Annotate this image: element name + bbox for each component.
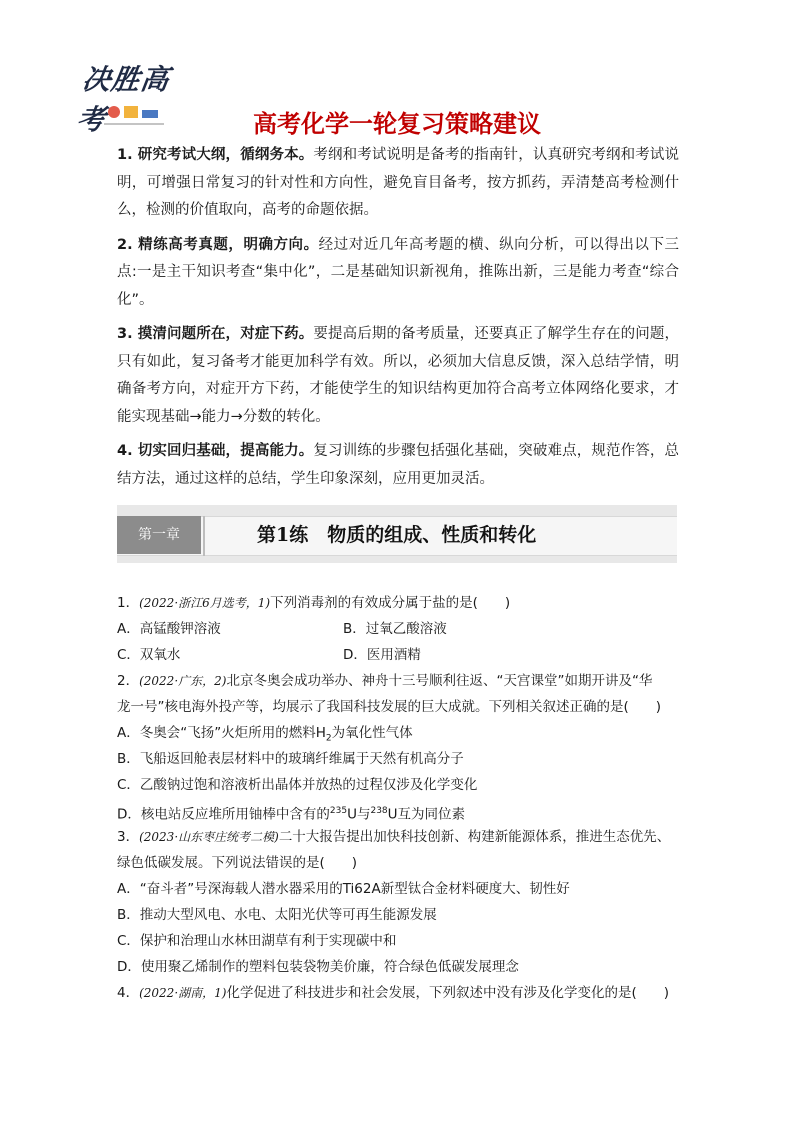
question-text: 北京冬奥会成功举办、神舟十三号顺利往返、“天宫课堂”如期开讲及“华 <box>226 673 653 689</box>
intro-item <box>117 438 679 493</box>
option-c: C．保护和治理山水林田湖草有利于实现碳中和 <box>117 933 397 949</box>
question-text: 下列消毒剂的有效成分属于盐的是( ) <box>270 595 511 611</box>
option-b: B．飞船返回舱表层材料中的玻璃纤维属于天然有机高分子 <box>117 751 464 767</box>
option-a: A．高锰酸钾溶液 <box>117 621 221 637</box>
option-d: D．医用酒精 <box>343 647 421 663</box>
page-title: 高考化学一轮复习策略建议 <box>253 110 541 138</box>
intro-lead: 2. 精练高考真题，明确方向。 <box>117 236 319 253</box>
logo-text: 决胜高考 <box>74 63 172 136</box>
question-text-cont: 绿色低碳发展。下列说法错误的是( ) <box>117 855 358 871</box>
superscript: 238 <box>370 806 388 816</box>
option-a-text: A．冬奥会“飞扬”火炬所用的燃料H <box>117 725 326 741</box>
option-b: B．过氧乙酸溶液 <box>343 621 447 637</box>
intro-item <box>117 142 679 225</box>
question-stem <box>117 668 679 694</box>
question-stem <box>117 980 679 1006</box>
question-number: 2． <box>117 673 140 689</box>
option-d <box>117 798 679 824</box>
chapter-tag: 第一章 <box>117 516 201 554</box>
option-d-text: D．核电站反应堆所用铀棒中含有的 <box>117 806 330 823</box>
question-number: 4． <box>117 985 140 1001</box>
option-c: C．双氧水 <box>117 647 181 663</box>
question-stem <box>117 824 679 850</box>
intro-body: 经过对近几年高考题的横、纵向分析，可以得出以下三点:一是主干知识考查“集中化”，二是基础知识新视角，推陈出新，三是能力考查“综合化”。 <box>117 236 679 308</box>
question-source: (2022·广东，2) <box>139 674 227 688</box>
intro-item <box>117 232 679 315</box>
chapter-divider <box>203 516 205 556</box>
question-text: 化学促进了科技进步和社会发展，下列叙述中没有涉及化学变化的是( ) <box>226 985 669 1001</box>
question-source: (2022·浙江6月选考，1) <box>139 596 271 610</box>
question-stem <box>117 590 679 616</box>
question-number: 1． <box>117 595 140 611</box>
question-number: 3． <box>117 829 140 845</box>
option-a-text-end: 为氧化性气体 <box>331 725 413 741</box>
question-source: (2022·湖南，1) <box>139 986 227 1000</box>
intro-lead: 4. 切实回归基础，提高能力。 <box>117 443 314 459</box>
option-c: C．乙酸钠过饱和溶液析出晶体并放热的过程仅涉及化学变化 <box>117 777 478 793</box>
intro-body: 要提高后期的备考质量，还要真正了解学生存在的问题，只有如此，复习备考才能更加科学有效。所以，必须加大信息反馈，深入总结学情，明确备考方向，对症开方下药，才能使学生的知识结构更加符合高考立体网络化要求，才能实现基础→能力→分数的转化。 <box>117 326 679 425</box>
option-row <box>117 642 679 668</box>
intro-body: 复习训练的步骤包括强化基础，突破难点，规范作答，总结方法，通过这样的总结，学生印象深刻，应用更加灵活。 <box>117 443 679 487</box>
intro-section <box>117 142 679 500</box>
option-b: B．推动大型风电、水电、太阳光伏等可再生能源发展 <box>117 907 437 923</box>
option-d-text-end: U互为同位素 <box>387 806 466 823</box>
option-row <box>117 616 679 642</box>
question-text-cont: 龙一号”核电海外投产等，均展示了我国科技发展的巨大成就。下列相关叙述正确的是( ) <box>117 699 662 715</box>
chapter-banner <box>117 505 677 563</box>
question-source: (2023·山东枣庄统考二模) <box>139 830 279 844</box>
intro-lead: 3. 摸清问题所在，对症下药。 <box>117 326 314 342</box>
question-text: 二十大报告提出加快科技创新、构建新能源体系，推进生态优先、 <box>278 829 671 845</box>
lesson-title: 第1练 物质的组成、性质和转化 <box>257 524 537 546</box>
intro-item <box>117 321 679 431</box>
intro-lead: 1. 研究考试大纲，循纲务本。 <box>117 147 314 163</box>
superscript: 235 <box>329 806 348 816</box>
subscript: 2 <box>325 733 332 744</box>
option-d: D．使用聚乙烯制作的塑料包装袋物美价廉，符合绿色低碳发展理念 <box>117 959 519 975</box>
option-a <box>117 720 679 746</box>
intro-body: 考纲和考试说明是备考的指南针，认真研究考纲和考试说明，可增强日常复习的针对性和方向性，避免盲目备考，按方抓药，弄清楚高考检测什么，检测的价值取向，高考的命题依据。 <box>117 147 679 218</box>
option-a: A．“奋斗者”号深海载人潜水器采用的Ti62A新型钛合金材料硬度大、韧性好 <box>117 881 570 897</box>
option-d-text-mid: U与 <box>347 806 371 823</box>
question-list <box>117 590 679 1006</box>
